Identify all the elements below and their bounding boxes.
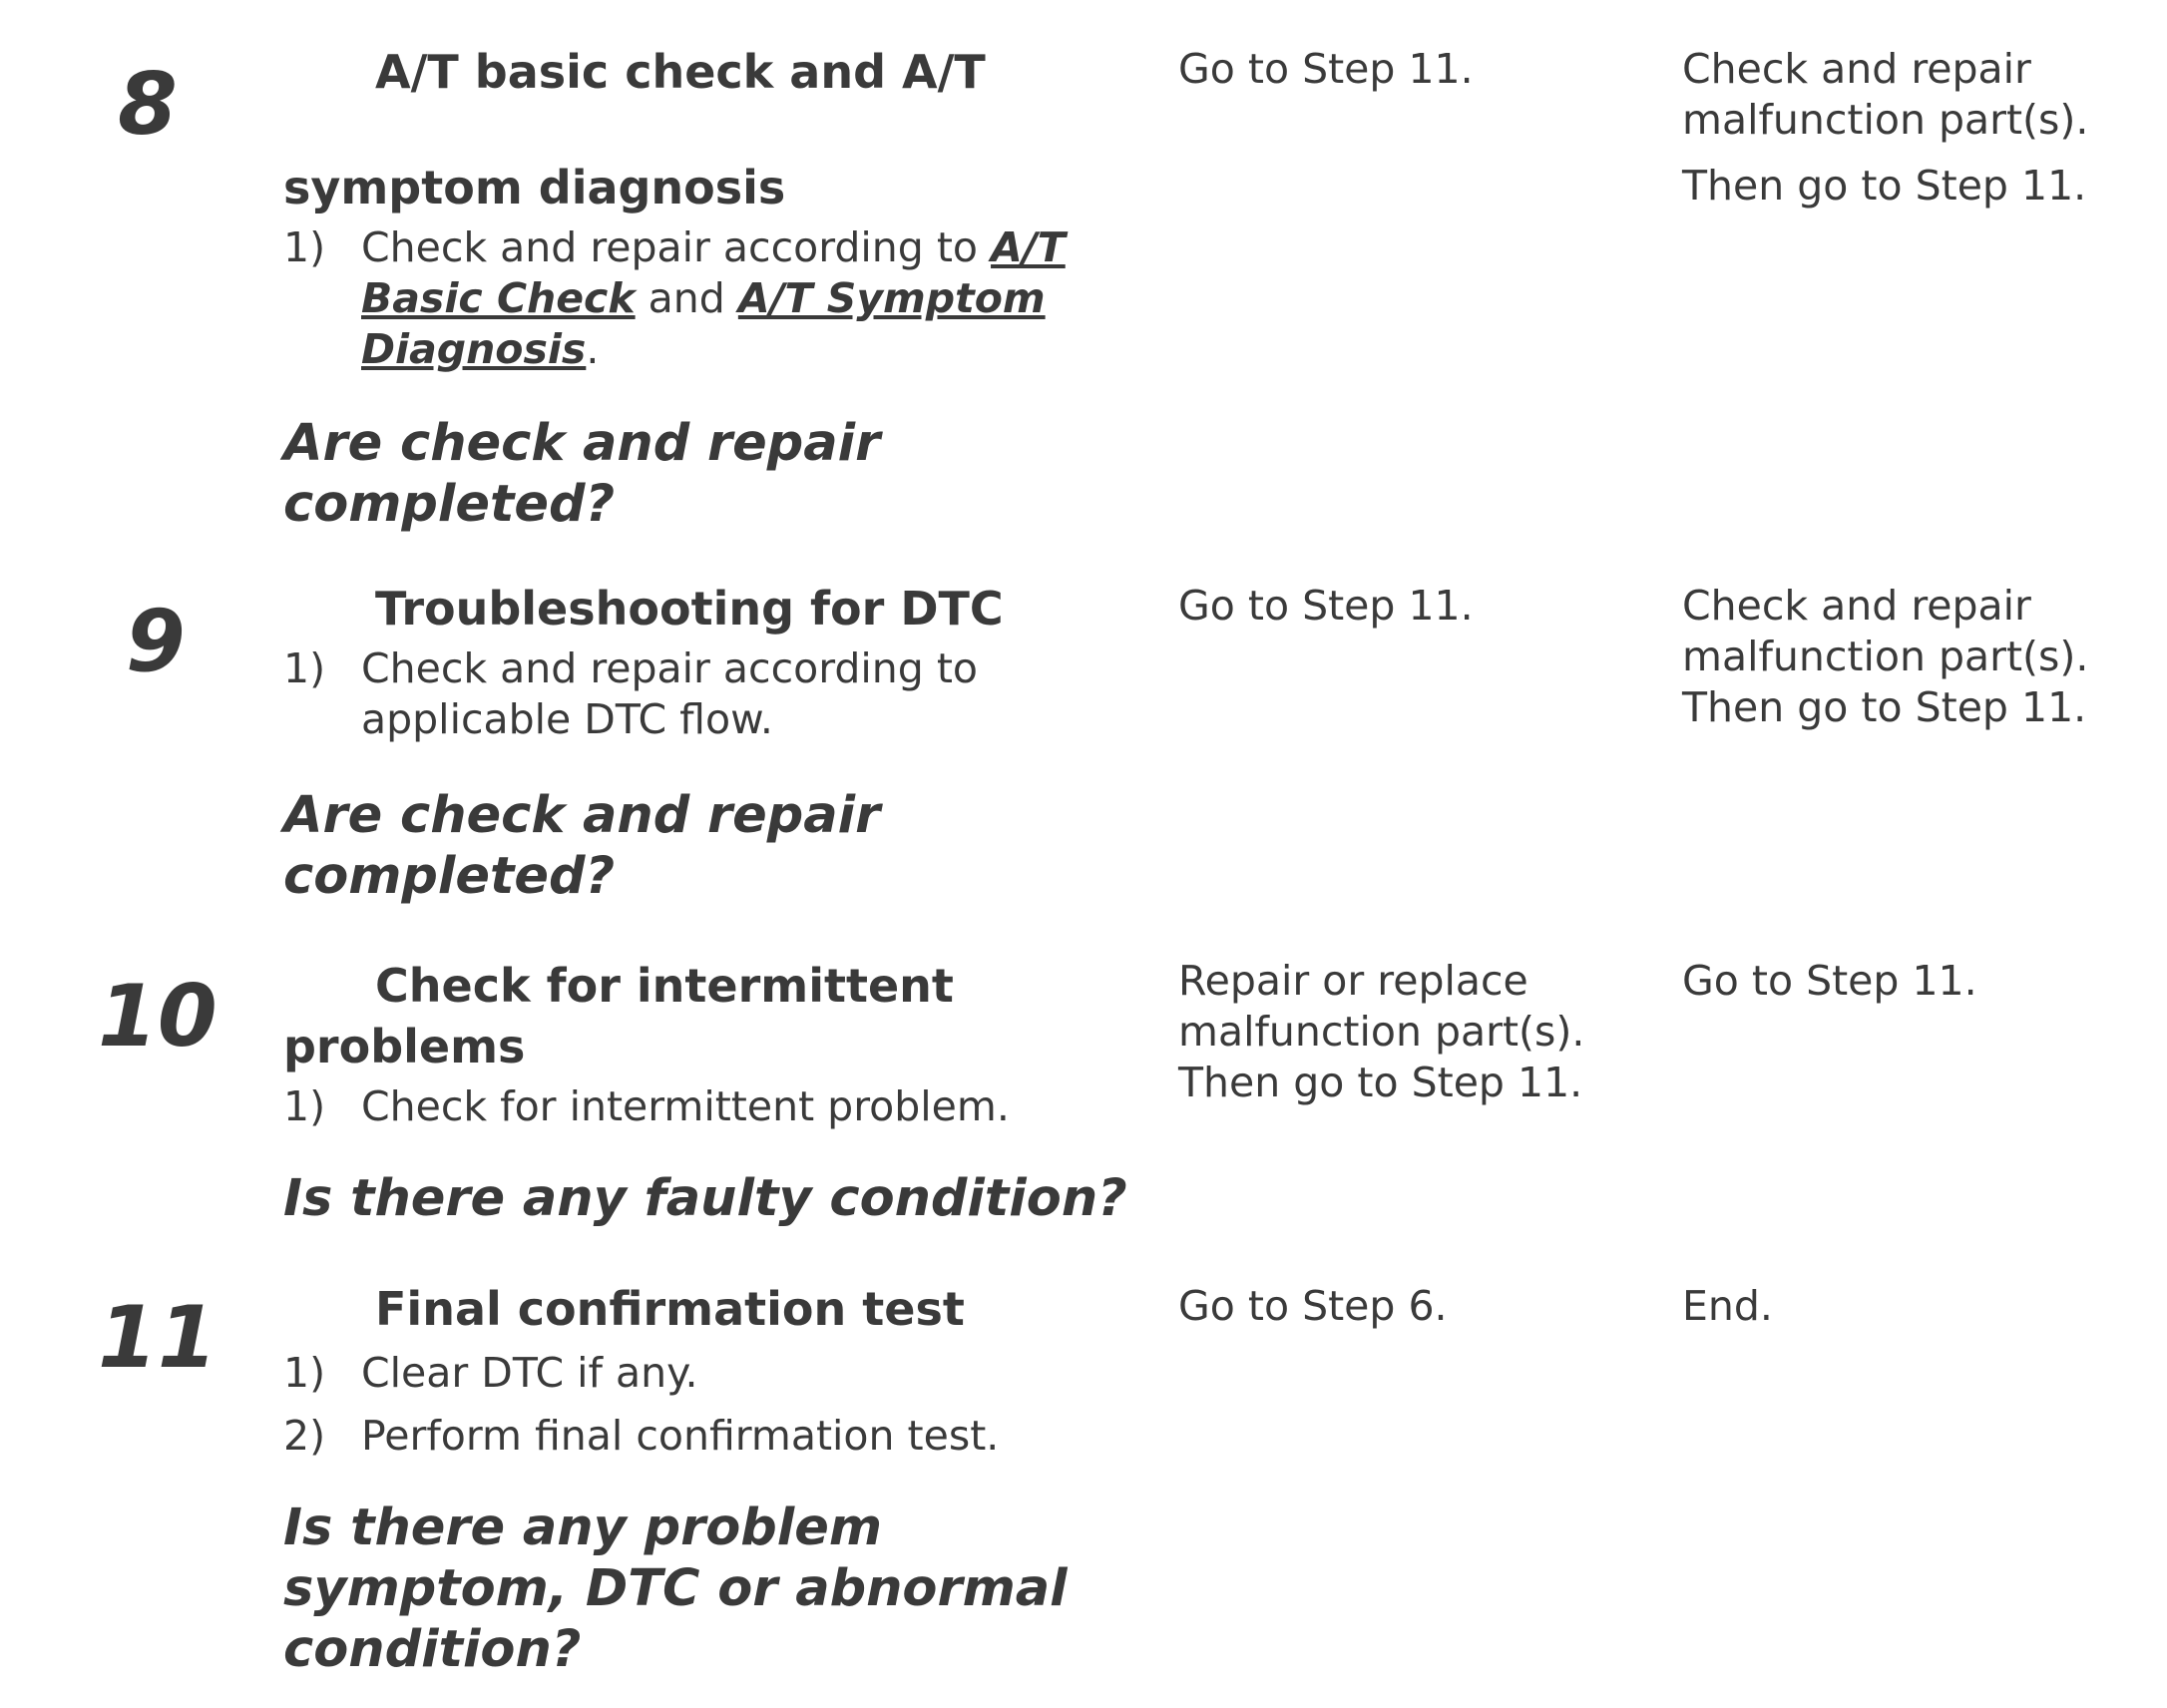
instruction-item bbox=[283, 643, 1161, 745]
no-action-line: malfunction part(s). bbox=[1682, 96, 2089, 144]
instruction-list bbox=[283, 1348, 1161, 1462]
instruction-number: 2) bbox=[283, 1412, 326, 1460]
instruction-number: 1) bbox=[283, 223, 326, 271]
step-number: 9 bbox=[126, 592, 186, 691]
link-at-basic-check[interactable]: A/T Basic Check bbox=[361, 223, 1066, 322]
yes-action bbox=[1178, 581, 1657, 632]
no-action-line: Check and repair bbox=[1682, 582, 2031, 630]
instruction-item bbox=[283, 1081, 1161, 1132]
step-title: A/T basic check and A/T bbox=[375, 45, 986, 99]
instruction-item bbox=[283, 222, 1161, 375]
yes-action-line: malfunction part(s). bbox=[1178, 1008, 1585, 1056]
yes-action-line: Repair or replace bbox=[1178, 957, 1528, 1005]
step-question-continued: symptom, DTC or abnormal bbox=[283, 1559, 1068, 1618]
step-8-body bbox=[283, 42, 1161, 535]
instruction-list bbox=[283, 1081, 1161, 1132]
step-10-body bbox=[283, 956, 1161, 1229]
no-action-line: Then go to Step 11. bbox=[1682, 683, 2087, 731]
step-title: Final confirmation test bbox=[375, 1282, 965, 1336]
instruction-text: Perform final confirmation test. bbox=[361, 1412, 1000, 1460]
instruction-text-continued: applicable DTC flow. bbox=[361, 695, 773, 743]
no-action bbox=[1682, 956, 2161, 1007]
step-question-continued: completed? bbox=[283, 475, 616, 534]
step-title-continued: symptom diagnosis bbox=[283, 161, 786, 214]
instruction-text: Clear DTC if any. bbox=[361, 1349, 698, 1397]
step-question-continued: completed? bbox=[283, 847, 616, 906]
step-number: 11 bbox=[98, 1288, 217, 1388]
step-question: Are check and repair bbox=[283, 786, 881, 845]
step-question: Are check and repair bbox=[283, 414, 881, 473]
step-title: Check for intermittent bbox=[375, 959, 954, 1013]
instruction-text: Check and repair according to bbox=[361, 223, 978, 271]
yes-action bbox=[1178, 956, 1657, 1108]
step-9-body bbox=[283, 579, 1161, 907]
step-number: 10 bbox=[98, 967, 217, 1067]
instruction-item bbox=[283, 1348, 1161, 1399]
step-title-continued: problems bbox=[283, 1020, 526, 1073]
step-11-body bbox=[283, 1279, 1161, 1680]
instruction-number: 1) bbox=[283, 644, 326, 692]
yes-action-line: Go to Step 11. bbox=[1178, 582, 1474, 630]
no-action bbox=[1682, 581, 2161, 733]
yes-action-line: Go to Step 6. bbox=[1178, 1282, 1448, 1330]
yes-action-line: Then go to Step 11. bbox=[1178, 1059, 1583, 1106]
instruction-number: 1) bbox=[283, 1082, 326, 1130]
yes-action bbox=[1178, 1281, 1657, 1332]
no-action-line: End. bbox=[1682, 1282, 1773, 1330]
instruction-list bbox=[283, 643, 1161, 745]
no-action-line: malfunction part(s). bbox=[1682, 633, 2089, 680]
yes-action-line: Go to Step 11. bbox=[1178, 45, 1474, 93]
instruction-number: 1) bbox=[283, 1349, 326, 1397]
no-action-line: Then go to Step 11. bbox=[1682, 162, 2087, 210]
instruction-item bbox=[283, 1411, 1161, 1462]
instruction-text-middle: and bbox=[648, 274, 725, 322]
no-action-line: Go to Step 11. bbox=[1682, 957, 1977, 1005]
no-action bbox=[1682, 44, 2161, 212]
instruction-text: Check for intermittent problem. bbox=[361, 1082, 1010, 1130]
instruction-list bbox=[283, 222, 1161, 375]
no-action bbox=[1682, 1281, 2161, 1332]
step-title: Troubleshooting for DTC bbox=[375, 582, 1004, 636]
step-number: 8 bbox=[118, 55, 178, 155]
instruction-suffix: . bbox=[586, 325, 600, 373]
step-question: Is there any problem bbox=[283, 1498, 882, 1557]
step-question-continued: condition? bbox=[283, 1620, 582, 1679]
yes-action bbox=[1178, 44, 1657, 95]
step-question: Is there any faulty condition? bbox=[283, 1169, 1127, 1228]
no-action-line: Check and repair bbox=[1682, 45, 2031, 93]
link-at-symptom-diagnosis[interactable]: A/T Symptom Diagnosis bbox=[361, 274, 1046, 373]
instruction-text: Check and repair according to bbox=[361, 644, 978, 692]
